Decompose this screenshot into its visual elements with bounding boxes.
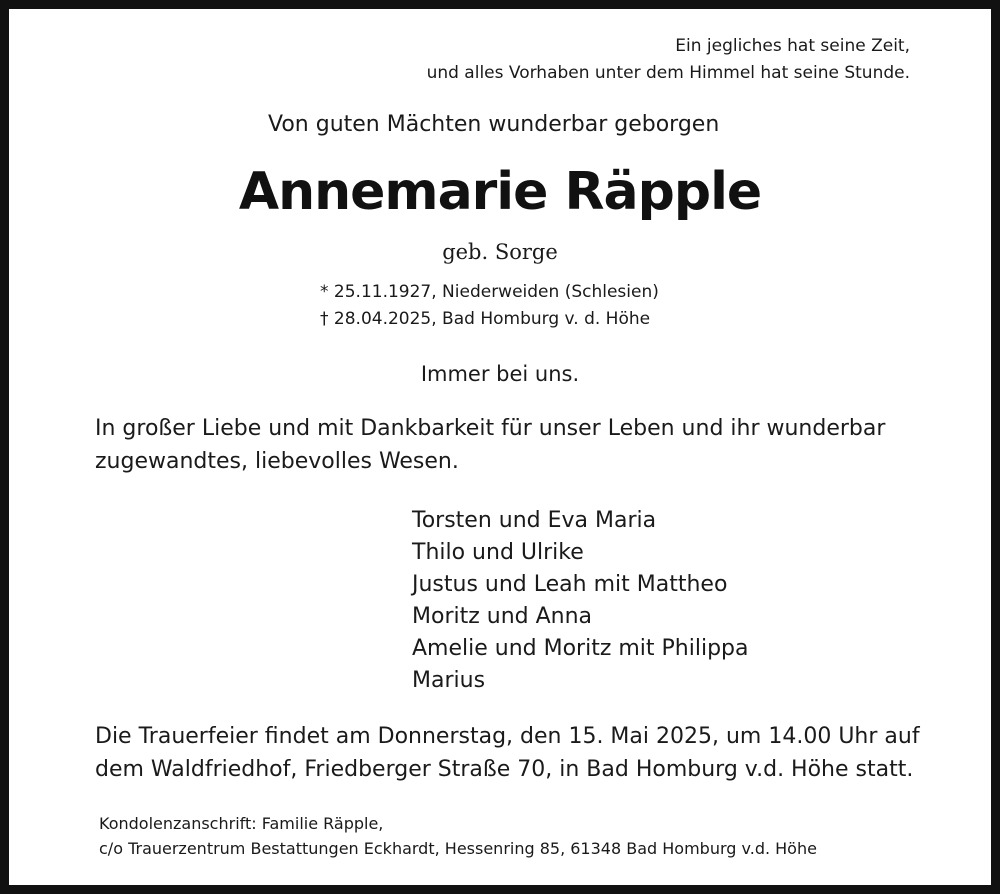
family-member: Justus und Leah mit Mattheo (412, 572, 728, 597)
service-line-1: Die Trauerfeier findet am Donnerstag, den 15. Mai 2025, um 14.00 Uhr auf (95, 724, 920, 749)
maiden-name: geb. Sorge (442, 240, 558, 264)
condolence-line-1: Kondolenzanschrift: Familie Räpple, (99, 814, 384, 833)
birth-date: * 25.11.1927, Niederweiden (Schlesien) (320, 282, 659, 302)
family-member: Thilo und Ulrike (412, 540, 584, 565)
dedication-line-1: In großer Liebe und mit Dankbarkeit für unser Leben und ihr wunderbar (95, 416, 886, 441)
phrase-line: Immer bei uns. (420, 362, 580, 386)
motto-line-2: und alles Vorhaben unter dem Himmel hat seine Stunde. (426, 63, 910, 83)
family-member: Amelie und Moritz mit Philippa (412, 636, 749, 661)
family-member: Torsten und Eva Maria (412, 508, 657, 533)
dedication-line-2: zugewandtes, liebevolles Wesen. (95, 449, 459, 474)
motto-line-1: Ein jegliches hat seine Zeit, (675, 36, 910, 56)
service-line-2: dem Waldfriedhof, Friedberger Straße 70, in Bad Homburg v.d. Höhe statt. (95, 757, 914, 782)
family-member: Marius (412, 668, 486, 693)
condolence-line-2: c/o Trauerzentrum Bestattungen Eckhardt, Hessenring 85, 61348 Bad Homburg v.d. Höhe (99, 839, 817, 858)
family-member: Moritz und Anna (412, 604, 593, 629)
deceased-name: Annemarie Räpple (238, 162, 762, 222)
verse-line: Von guten Mächten wunderbar geborgen (268, 112, 720, 137)
death-date: † 28.04.2025, Bad Homburg v. d. Höhe (320, 309, 651, 329)
